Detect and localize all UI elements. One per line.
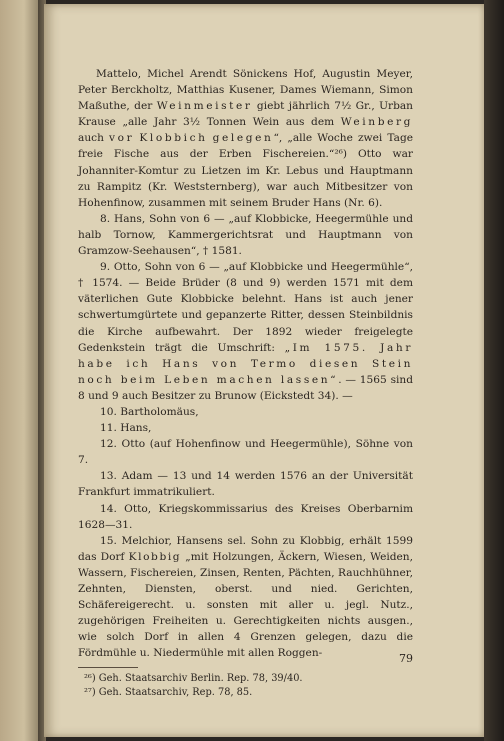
spaced-text: vor <box>109 132 135 145</box>
spaced-text: Klobbig <box>128 550 182 563</box>
text-segment: 10. Bartholomäus, <box>100 405 199 418</box>
spaced-text: Weinberg <box>340 116 413 129</box>
paragraph <box>78 420 413 436</box>
paragraph <box>78 501 413 533</box>
book-page <box>44 4 484 737</box>
page-text <box>78 66 413 700</box>
text-segment: auch <box>78 132 110 145</box>
spaced-text: Klobbich <box>139 132 208 145</box>
text-segment: 9. Otto, Sohn von 6 — „auf Klobbicke und Heegermühle“, † 1574. — Beide Brüder (8 und 9) werden 1571 mit dem väterlichen Gute Klobbicke belehnt. Hans ist auch jener schwertumgürtete und gepanzerte Ritter, dessen Steinbildnis die Kirche aufbewahrt. Der 1892 wieder freigelegte Gedenkstein trägt die Umschrift: <box>78 261 413 354</box>
text-segment: 11. Hans, <box>100 422 152 435</box>
footnote: ²⁷) Geh. Staatsarchiv, Rep. 78, 85. <box>84 687 253 699</box>
text-segment: 15. Melchior, Hansens sel. Sohn zu Klobbig, erhält 1599 das Dorf <box>78 534 413 563</box>
text-segment: giebt jährlich 7½ Gr., Urban Krause „alle Jahr 3½ Tonnen Wein aus dem <box>78 100 413 129</box>
text-segment: 14. Otto, Kriegskommissarius des Kreises Oberbarnim 1628—31. <box>78 502 413 531</box>
footnote: ²⁶) Geh. Staatsarchiv Berlin. Rep. 78, 39/40. <box>84 673 303 685</box>
paragraph <box>78 436 413 468</box>
text-segment: 8. Hans, Sohn von 6 — „auf Klobbicke, Heegermühle und halb Tornow, Kammergerichtsrat und Hauptmann von Gramzow-Seehausen“, † 1581. <box>78 212 413 258</box>
left-page-edge <box>0 0 40 741</box>
spaced-text: „Im 1575. Jahr habe ich Hans von Termo diesen Stein noch beim Leben machen lassen“ <box>78 341 413 386</box>
paragraph <box>78 404 413 420</box>
paragraph <box>78 533 413 662</box>
text-segment: 13. Adam — 13 und 14 werden 1576 an der Universität Frankfurt immatrikuliert. <box>78 470 413 499</box>
text-segment: Mattelo, Michel Arendt Sönickens Hof, Augustin Meyer, Peter Berckholtz, Matthias Kusener, Dames Wiemann, Simon Maßuthe, der <box>78 68 413 113</box>
paragraph <box>78 259 413 404</box>
paragraph <box>78 66 413 211</box>
paragraph <box>78 211 413 259</box>
spaced-text: Weinmeister <box>156 100 253 113</box>
text-segment: „mit Holzungen, Äckern, Wiesen, Weiden, Wassern, Fischereien, Zinsen, Renten, Pächten, Rauchhühner, Zehnten, Diensten, oberst. und nied. Gerichten, Schäfereigerecht. u. sonsten mit aller u. jegl. Nutz., zugehörigen Freiheiten u. Gerechtigkeiten nichts ausgen., wie solch Dorf in allen 4 Grenzen gelegen, dazu die Fördmühle u. Niedermühle mit allen Roggen- <box>78 550 413 660</box>
paragraph <box>78 468 413 500</box>
right-background <box>484 0 504 741</box>
spaced-text: gelegen <box>212 132 274 145</box>
text-segment: 12. Otto (auf Hohenfinow und Heegermühle), Söhne von 7. <box>78 438 413 467</box>
page-number: 79 <box>399 652 413 665</box>
text-segment: . — 1565 sind 8 und 9 auch Besitzer zu Brunow (Eickstedt 34). — <box>78 373 413 402</box>
footnote-rule <box>78 667 138 668</box>
text-segment: “, „alle Woche zwei Tage freie Fische aus der Erben Fischereien.“²⁶) Otto war Johanniter-Komtur zu Lietzen im Kr. Lebus und Hauptmann zu Rampitz (Kr. Weststernberg), war auch Mitbesitzer von Hohenfinow, zusammen mit seinem Bruder Hans (Nr. 6). <box>78 132 414 209</box>
